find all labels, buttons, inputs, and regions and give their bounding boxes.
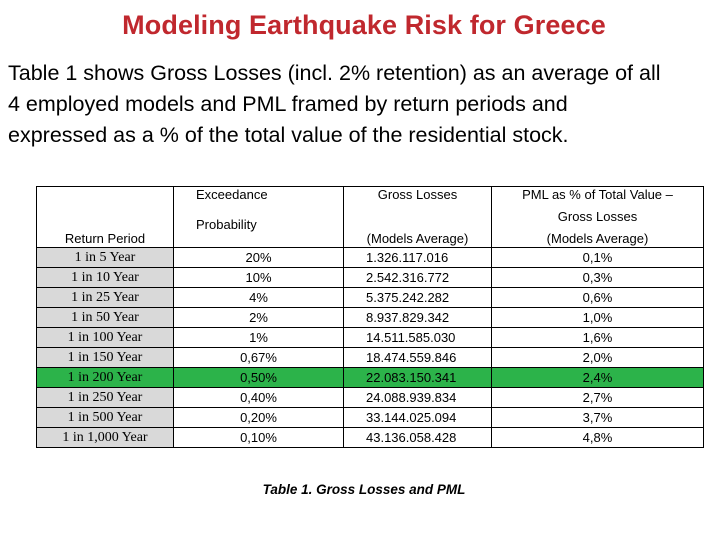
pml-cell: 1,0%	[492, 308, 704, 328]
intro-line: expressed as a % of the total value of the residential stock.	[8, 123, 569, 147]
table-row	[37, 408, 704, 428]
table-row	[37, 428, 704, 448]
table-header-row	[37, 187, 704, 248]
exceedance-cell: 0,20%	[174, 408, 344, 428]
table-row	[37, 248, 704, 268]
gross-loss-cell: 43.136.058.428	[344, 428, 492, 448]
table-row	[37, 388, 704, 408]
exceedance-cell: 2%	[174, 308, 344, 328]
header-exceedance-probability: Exceedance Probability	[174, 187, 344, 248]
gross-loss-cell: 8.937.829.342	[344, 308, 492, 328]
gross-loss-cell: 1.326.117.016	[344, 248, 492, 268]
gross-loss-cell: 2.542.316.772	[344, 268, 492, 288]
pml-cell: 3,7%	[492, 408, 704, 428]
pml-cell: 2,7%	[492, 388, 704, 408]
table-row	[37, 348, 704, 368]
table-caption: Table 1. Gross Losses and PML	[262, 482, 466, 497]
gross-loss-cell: 5.375.242.282	[344, 288, 492, 308]
exceedance-cell: 20%	[174, 248, 344, 268]
intro-paragraph	[8, 58, 726, 151]
return-period-cell: 1 in 100 Year	[37, 328, 174, 348]
return-period-cell: 1 in 200 Year	[37, 368, 174, 388]
return-period-cell: 1 in 250 Year	[37, 388, 174, 408]
gross-loss-cell: 14.511.585.030	[344, 328, 492, 348]
return-period-cell: 1 in 150 Year	[37, 348, 174, 368]
header-gross-losses: Gross Losses (Models Average)	[344, 187, 492, 248]
page-title: Modeling Earthquake Risk for Greece	[122, 10, 606, 40]
pml-cell: 1,6%	[492, 328, 704, 348]
gross-loss-cell: 33.144.025.094	[344, 408, 492, 428]
pml-cell: 0,3%	[492, 268, 704, 288]
pml-cell: 0,1%	[492, 248, 704, 268]
pml-cell: 2,0%	[492, 348, 704, 368]
pml-cell: 2,4%	[492, 368, 704, 388]
exceedance-cell: 0,67%	[174, 348, 344, 368]
return-period-cell: 1 in 10 Year	[37, 268, 174, 288]
gross-losses-table	[36, 186, 704, 448]
table-row	[37, 288, 704, 308]
exceedance-cell: 1%	[174, 328, 344, 348]
table-row	[37, 368, 704, 388]
exceedance-cell: 0,50%	[174, 368, 344, 388]
intro-line: 4 employed models and PML framed by return periods and	[8, 92, 568, 116]
gross-loss-cell: 22.083.150.341	[344, 368, 492, 388]
table-row	[37, 328, 704, 348]
header-return-period: Return Period	[37, 187, 174, 248]
return-period-cell: 1 in 50 Year	[37, 308, 174, 328]
exceedance-cell: 0,10%	[174, 428, 344, 448]
return-period-cell: 1 in 1,000 Year	[37, 428, 174, 448]
pml-cell: 4,8%	[492, 428, 704, 448]
table-row	[37, 268, 704, 288]
exceedance-cell: 0,40%	[174, 388, 344, 408]
header-pml: PML as % of Total Value – Gross Losses (Models Average)	[492, 187, 704, 248]
gross-loss-cell: 24.088.939.834	[344, 388, 492, 408]
pml-cell: 0,6%	[492, 288, 704, 308]
return-period-cell: 1 in 500 Year	[37, 408, 174, 428]
exceedance-cell: 10%	[174, 268, 344, 288]
exceedance-cell: 4%	[174, 288, 344, 308]
return-period-cell: 1 in 5 Year	[37, 248, 174, 268]
return-period-cell: 1 in 25 Year	[37, 288, 174, 308]
table-row	[37, 308, 704, 328]
intro-line: Table 1 shows Gross Losses (incl. 2% retention) as an average of all	[8, 61, 661, 85]
gross-loss-cell: 18.474.559.846	[344, 348, 492, 368]
